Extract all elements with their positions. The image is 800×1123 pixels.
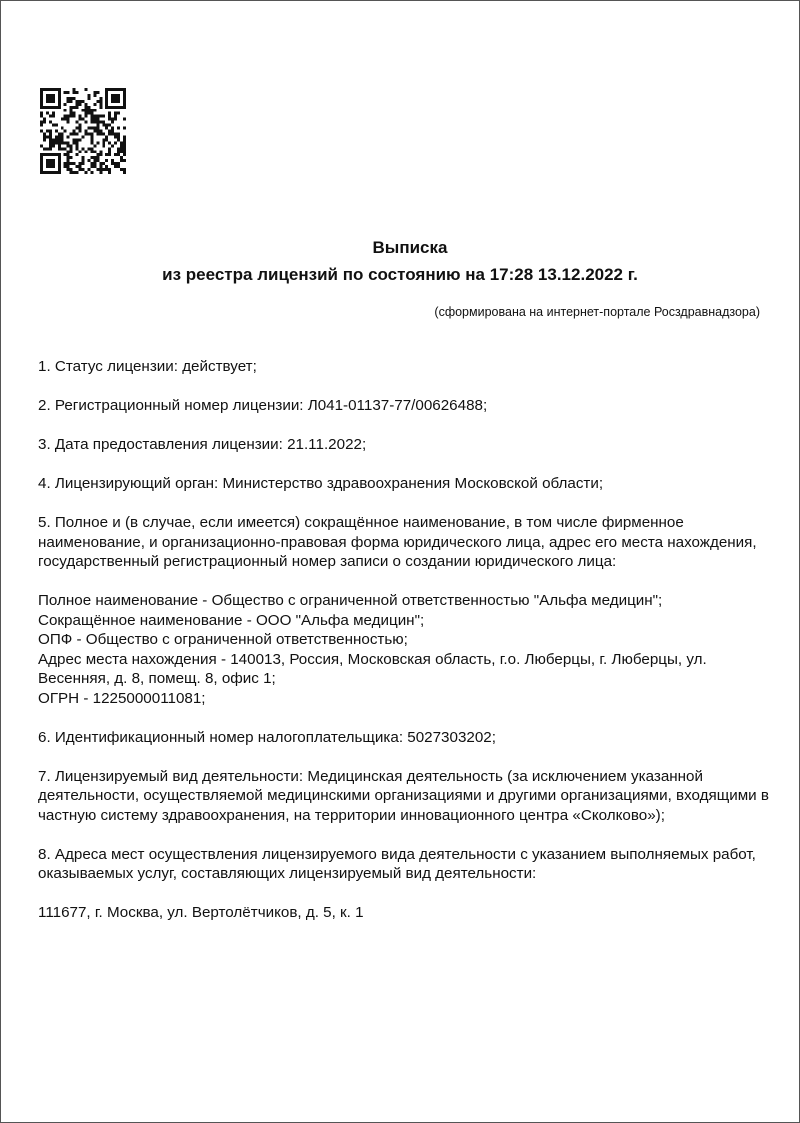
- item-reg-number: 2. Регистрационный номер лицензии: Л041-01137-77/00626488;: [38, 397, 488, 414]
- item-opf: ОПФ - Общество с ограниченной ответственностью;: [38, 631, 408, 648]
- title-line-1: Выписка: [372, 238, 448, 257]
- item-places-header: 8. Адреса мест осуществления лицензируемого вида деятельности с указанием выполняемых работ, оказываемых услуг, составляющих лицензируемый вид деятельности:: [38, 845, 756, 882]
- item-full-name: Полное наименование - Общество с ограниченной ответственностью "Альфа медицин";: [38, 592, 663, 609]
- item-activity: 7. Лицензируемый вид деятельности: Медицинская деятельность (за исключением указанной деятельности, осуществляемой медицинскими организациями и другими организациями, входящими в частную систему здравоохранения, на территории инновационного центра «Сколково»);: [38, 767, 769, 824]
- item-status: 1. Статус лицензии: действует;: [38, 358, 257, 375]
- qr-code-icon: [40, 88, 126, 174]
- item-address: Адрес места нахождения - 140013, Россия, Московская область, г.о. Люберцы, г. Люберцы, ул. Весенняя, д. 8, помещ. 8, офис 1;: [38, 650, 707, 687]
- item-inn: 6. Идентификационный номер налогоплательщика: 5027303202;: [38, 728, 496, 746]
- item-date: 3. Дата предоставления лицензии: 21.11.2022;: [38, 436, 367, 453]
- title-line-2: из реестра лицензий по состоянию на 17:28 13.12.2022 г.: [162, 265, 638, 284]
- item-ogrn: ОГРН - 1225000011081;: [38, 689, 206, 707]
- item-place-1: 111677, г. Москва, ул. Вертолётчиков, д. 5, к. 1: [38, 904, 364, 921]
- item-short-name: Сокращённое наименование - ООО "Альфа медицин";: [38, 611, 425, 629]
- document-subtitle: (сформирована на интернет-портале Росздравнадзора): [434, 305, 760, 319]
- item-name-header: 5. Полное и (в случае, если имеется) сокращённое наименование, в том числе фирменное наименование, и организационно-правовая форма юридического лица, адрес его места нахождения, государственный регистрационный номер записи о создании юридического лица:: [38, 514, 757, 570]
- document-title: [0, 234, 800, 288]
- item-authority: 4. Лицензирующий орган: Министерство здравоохранения Московской области;: [38, 475, 604, 492]
- document-body: [38, 357, 773, 923]
